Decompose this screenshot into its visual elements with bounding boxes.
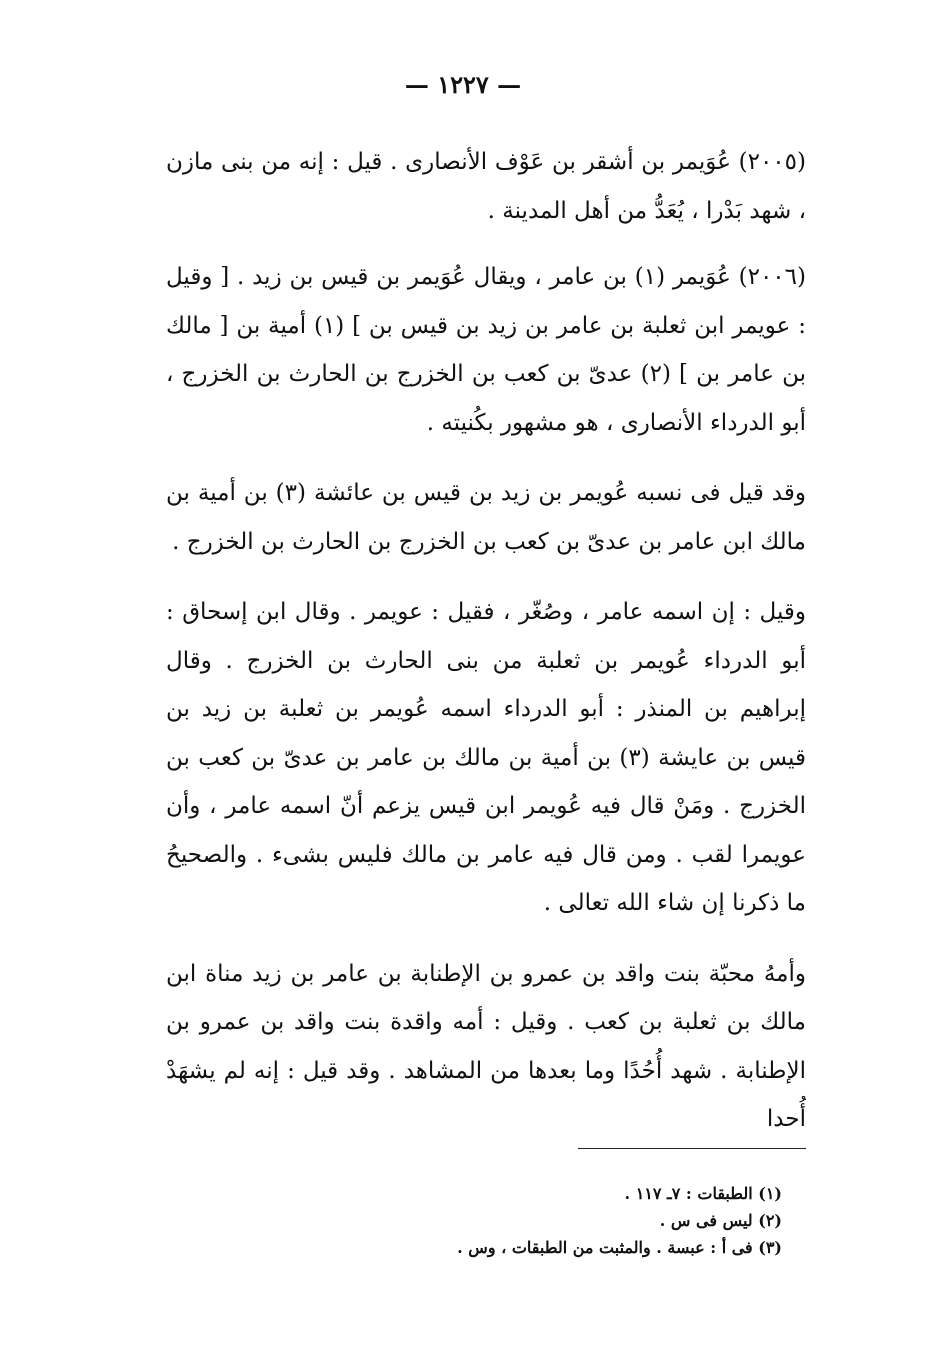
- footnote-divider: [578, 1148, 806, 1149]
- entry-2006-paragraph: (٢٠٠٦) عُوَيمر (١) بن عامر ، ويقال عُوَيمر بن قيس بن زيد . [ وقيل : عويمر ابن ثعلبة بن عامر بن زيد بن قيس بن ] (١) أمية بن [ مالك بن عامر بن ] (٢) عدىّ بن كعب بن الخزرج بن الحارث بن الخزرج ، أبو الدرداء الأنصارى ، هو مشهور بكُنيته .: [166, 264, 806, 436]
- mother-paragraph: وأمهُ محبّة بنت واقد بن عمرو بن الإطنابة بن عامر بن زيد مناة ابن مالك بن ثعلبة بن كعب . وقيل : أمه واقدة بنت واقد بن عمرو بن الإطنابة . شهد أُحُدًا وما بعدها من المشاهد . وقد قيل : إنه لم يشهَدْ أُحدا: [166, 960, 806, 1132]
- footnote-2: (٢) ليس فى س .: [659, 1211, 782, 1230]
- lineage-paragraph: وقد قيل فى نسبه عُويمر بن زيد بن قيس بن عائشة (٣) بن أمية بن مالك ابن عامر بن عدىّ بن كعب بن الخزرج بن الحارث بن الخزرج .: [166, 480, 806, 555]
- footnote-1: (١) الطبقات : ٧ـ ١١٧ .: [624, 1184, 782, 1203]
- entry-2005-paragraph: (٢٠٠٥) عُوَيمر بن أشقر بن عَوْف الأنصارى . قيل : إنه من بنى مازن ، شهد بَدْرا ، يُعَدُّ من أهل المدينة .: [166, 149, 806, 224]
- page-number: — ١٢٢٧ —: [404, 70, 522, 99]
- main-text: [166, 138, 806, 1166]
- name-discussion-paragraph: وقيل : إن اسمه عامر ، وصُغّر ، فقيل : عويمر . وقال ابن إسحاق : أبو الدرداء عُويمر بن ثعلبة من بنى الحارث بن الخزرج . وقال إبراهيم بن المنذر : أبو الدرداء اسمه عُويمر بن ثعلبة بن زيد بن قيس بن عايشة (٣) بن أمية بن مالك بن عامر بن عدىّ بن كعب بن الخزرج . ومَنْ قال فيه عُويمر ابن قيس يزعم أنّ اسمه عامر ، وأن عويمرا لقب . ومن قال فيه عامر بن مالك فليس بشىء . والصحيحُ ما ذكرنا إن شاء الله تعالى .: [166, 599, 806, 916]
- footnote-3: (٣) فى أ : عبسة . والمثبت من الطبقات ، وس .: [457, 1238, 782, 1257]
- footnotes: [380, 1180, 782, 1261]
